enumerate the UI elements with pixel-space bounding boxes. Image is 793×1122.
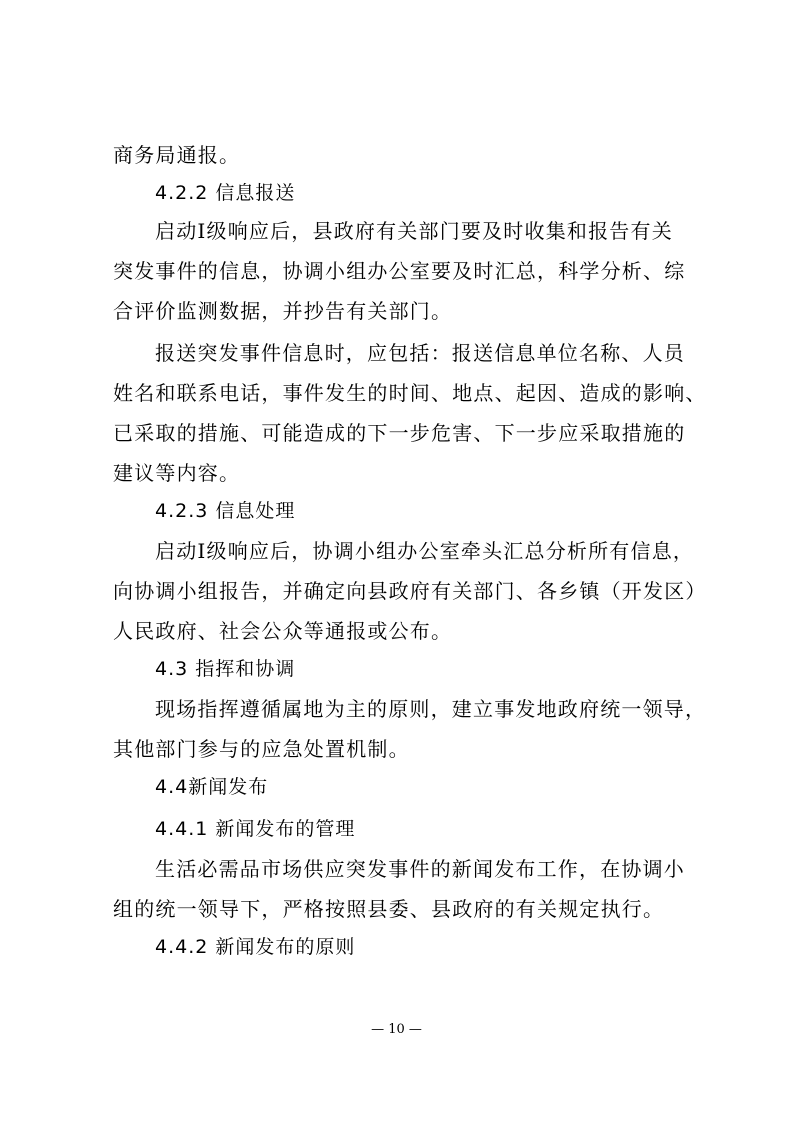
paragraph-line: 现场指挥遵循属地为主的原则，建立事发地政府统一领导， [155, 697, 707, 721]
paragraph-line: 向协调小组报告，并确定向县政府有关部门、各乡镇（开发区） [113, 579, 707, 603]
paragraph-line: 姓名和联系电话，事件发生的时间、地点、起因、造成的影响、 [113, 381, 707, 405]
paragraph-line: 已采取的措施、可能造成的下一步危害、下一步应采取措施的 [113, 421, 686, 445]
paragraph-line: 报送突发事件信息时，应包括：报送信息单位名称、人员 [155, 341, 685, 365]
paragraph-line: 启动Ⅰ级响应后，县政府有关部门要及时收集和报告有关 [155, 219, 673, 243]
paragraph-line: 其他部门参与的应急处置机制。 [113, 737, 410, 761]
paragraph-line: 商务局通报。 [113, 143, 241, 167]
section-heading: 4.4.2 新闻发布的原则 [155, 936, 356, 958]
section-heading: 4.4.1 新闻发布的管理 [155, 818, 356, 840]
section-heading: 4.3 指挥和协调 [155, 658, 296, 680]
paragraph-line: 生活必需品市场供应突发事件的新闻发布工作，在协调小 [155, 857, 685, 881]
paragraph-line: 突发事件的信息，协调小组办公室要及时汇总，科学分析、综 [113, 259, 686, 283]
section-heading: 4.2.3 信息处理 [155, 500, 296, 522]
paragraph-line: 组的统一领导下，严格按照县委、县政府的有关规定执行。 [113, 897, 665, 921]
paragraph-line: 启动Ⅰ级响应后，协调小组办公室牵头汇总分析所有信息， [155, 539, 695, 563]
section-heading: 4.2.2 信息报送 [155, 182, 296, 204]
paragraph-line: 人民政府、社会公众等通报或公布。 [113, 619, 453, 643]
paragraph-line: 建议等内容。 [113, 461, 241, 485]
paragraph-line: 合评价监测数据，并抄告有关部门。 [113, 299, 453, 323]
page-number: — 10 — [371, 1022, 422, 1037]
section-heading: 4.4新闻发布 [155, 776, 269, 798]
